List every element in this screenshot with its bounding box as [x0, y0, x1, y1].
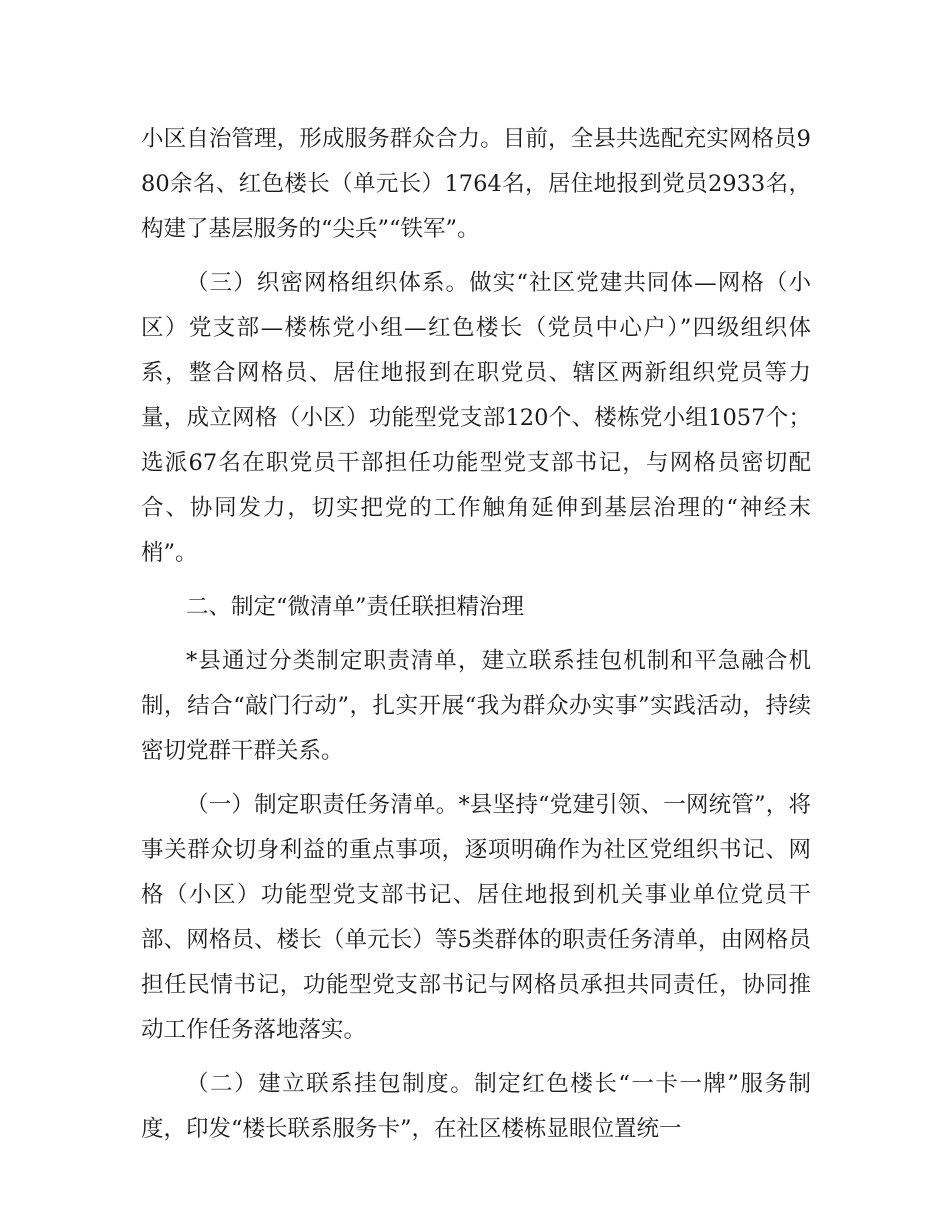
paragraph-contact-system: （二）建立联系挂包制度。制定红色楼长“一卡一牌”服务制度，印发“楼长联系服务卡”，在社区楼栋显眼位置统一 — [141, 1071, 811, 1142]
paragraph-duty-list: （一）制定职责任务清单。*县坚持“党建引领、一网统管”，将事关群众切身利益的重点事项，逐项明确作为社区党组织书记、网格（小区）功能型党支部书记、居住地报到机关事业单位党员干部、网格员、楼长（单元长）等5类群体的职责任务清单，由网格员担任民情书记，功能型党支部书记与网格员承担共同责任，协同推动工作任务落地落实。 — [141, 792, 811, 1043]
paragraph-section-intro: *县通过分类制定职责清单，建立联系挂包机制和平急融合机制，结合“敲门行动”，扎实开展“我为群众办实事”实践活动，持续密切党群干群关系。 — [141, 648, 811, 764]
paragraph-continuation: 小区自治管理，形成服务群众合力。目前，全县共选配充实网格员980余名、红色楼长（单元长）1764名，居住地报到党员2933名，构建了基层服务的“尖兵”“铁军”。 — [141, 126, 811, 242]
section-heading-micro-list: 二、制定“微清单”责任联担精治理 — [186, 594, 525, 620]
document-body — [141, 117, 811, 1161]
paragraph-grid-organization: （三）织密网格组织体系。做实“社区党建共同体—网格（小区）党支部—楼栋党小组—红色楼长（党员中心户）”四级组织体系，整合网格员、居住地报到在职党员、辖区两新组织党员等力量，成立网格（小区）功能型党支部120个、楼栋党小组1057个；选派67名在职党员干部担任功能型党支部书记，与网格员密切配合、协同发力，切实把党的工作触角延伸到基层治理的“神经末梢”。 — [141, 270, 811, 566]
